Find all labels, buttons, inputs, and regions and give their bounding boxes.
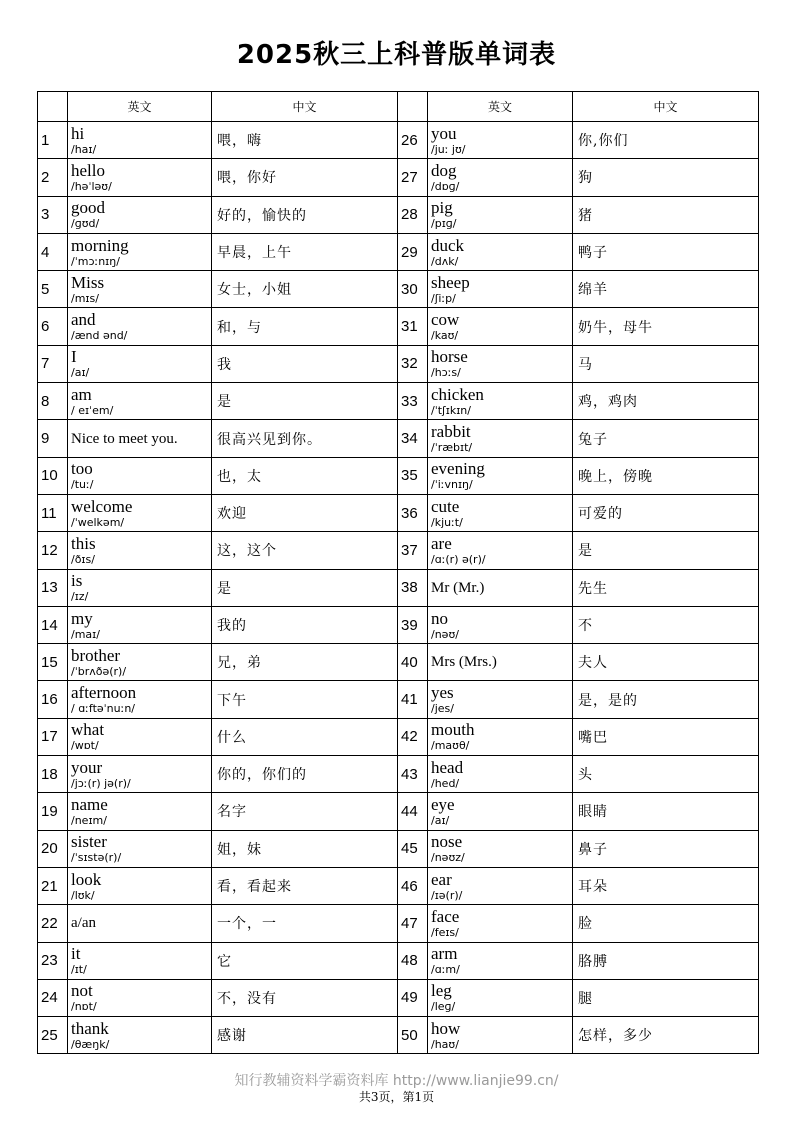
- english-cell: [68, 644, 212, 681]
- chinese-meaning: 看，看起来: [212, 867, 398, 904]
- english-word: rabbit: [431, 422, 471, 442]
- entry-number: 39: [398, 606, 428, 643]
- entry-number: 38: [398, 569, 428, 606]
- chinese-meaning: 女士，小姐: [212, 271, 398, 308]
- entry-number: 6: [38, 308, 68, 345]
- english-cell: [428, 756, 573, 793]
- english-cell: [68, 271, 212, 308]
- table-row: [38, 345, 759, 382]
- english-word: cow: [431, 310, 460, 330]
- entry-number: 11: [38, 494, 68, 531]
- phonetic-transcription: /jɔː(r) jə(r)/: [71, 776, 131, 790]
- english-word: welcome: [71, 496, 133, 516]
- english-cell: [68, 681, 212, 718]
- entry-number: 21: [38, 867, 68, 904]
- english-cell: [428, 383, 573, 420]
- table-row: [38, 569, 759, 606]
- english-cell: [68, 308, 212, 345]
- entry-number: 10: [38, 457, 68, 494]
- english-word: how: [431, 1018, 461, 1038]
- english-cell: [428, 308, 573, 345]
- entry-number: 31: [398, 308, 428, 345]
- phonetic-transcription: / ɑːftəˈnuːn/: [71, 702, 136, 716]
- english-cell: [428, 345, 573, 382]
- chinese-meaning: 这，这个: [212, 532, 398, 569]
- chinese-meaning: 兔子: [573, 420, 759, 457]
- english-cell: [428, 494, 573, 531]
- entry-number: 24: [38, 979, 68, 1016]
- english-cell: [68, 159, 212, 196]
- entry-number: 3: [38, 196, 68, 233]
- english-cell: [68, 569, 212, 606]
- english-word: morning: [71, 235, 129, 255]
- chinese-meaning: 不: [573, 606, 759, 643]
- english-cell: [68, 793, 212, 830]
- english-word: horse: [431, 347, 468, 367]
- table-row: [38, 979, 759, 1016]
- table-row: [38, 1017, 759, 1054]
- english-cell: [68, 345, 212, 382]
- chinese-meaning: 脸: [573, 905, 759, 942]
- chinese-meaning: 嘴巴: [573, 718, 759, 755]
- phonetic-transcription: /ɪt/: [71, 963, 87, 977]
- phonetic-transcription: /leɡ/: [431, 1000, 456, 1014]
- entry-number: 20: [38, 830, 68, 867]
- phonetic-transcription: /ˈsɪstə(r)/: [71, 851, 122, 865]
- phonetic-transcription: /tuː/: [71, 478, 94, 492]
- english-cell: [68, 756, 212, 793]
- chinese-meaning: 先生: [573, 569, 759, 606]
- entry-number: 19: [38, 793, 68, 830]
- phonetic-transcription: /ɑː(r) ə(r)/: [431, 552, 486, 566]
- table-row: [38, 122, 759, 159]
- english-word: too: [71, 459, 93, 479]
- english-word: mouth: [431, 720, 475, 740]
- phonetic-transcription: /ɡʊd/: [71, 217, 100, 231]
- footer-website: 知行教辅资料学霸资料库 http://www.lianjie99.cn/: [234, 1073, 559, 1089]
- chinese-meaning: 耳朵: [573, 867, 759, 904]
- phonetic-transcription: /ˈræbɪt/: [431, 441, 473, 455]
- entry-number: 44: [398, 793, 428, 830]
- english-word: arm: [431, 944, 458, 964]
- english-word: name: [71, 794, 108, 814]
- entry-number: 12: [38, 532, 68, 569]
- chinese-meaning: 一个，一: [212, 905, 398, 942]
- english-word: sheep: [431, 272, 470, 292]
- english-word: look: [71, 869, 102, 889]
- chinese-meaning: 名字: [212, 793, 398, 830]
- chinese-meaning: 下午: [212, 681, 398, 718]
- english-cell: [68, 494, 212, 531]
- english-word: Mr (Mr.): [431, 579, 485, 596]
- entry-number: 16: [38, 681, 68, 718]
- chinese-meaning: 是，是的: [573, 681, 759, 718]
- table-row: [38, 606, 759, 643]
- phonetic-transcription: /mɪs/: [71, 291, 99, 305]
- vocabulary-table: [37, 91, 759, 1054]
- header-chinese: 中文: [573, 92, 759, 122]
- english-cell: [428, 681, 573, 718]
- english-cell: [68, 905, 212, 942]
- chinese-meaning: 夫人: [573, 644, 759, 681]
- english-word: is: [71, 571, 83, 591]
- english-cell: [428, 233, 573, 270]
- english-word: ear: [431, 869, 452, 889]
- english-cell: [428, 196, 573, 233]
- phonetic-transcription: /nəʊz/: [431, 851, 465, 865]
- chinese-meaning: 晚上，傍晚: [573, 457, 759, 494]
- entry-number: 41: [398, 681, 428, 718]
- header-english: 英文: [68, 92, 212, 122]
- header-chinese: 中文: [212, 92, 398, 122]
- chinese-meaning: 不，没有: [212, 979, 398, 1016]
- entry-number: 17: [38, 718, 68, 755]
- table-row: [38, 383, 759, 420]
- table-row: [38, 420, 759, 457]
- chinese-meaning: 我的: [212, 606, 398, 643]
- table-row: [38, 793, 759, 830]
- entry-number: 32: [398, 345, 428, 382]
- chinese-meaning: 很高兴见到你。: [212, 420, 398, 457]
- english-cell: [428, 979, 573, 1016]
- chinese-meaning: 什么: [212, 718, 398, 755]
- english-cell: [68, 233, 212, 270]
- english-cell: [68, 457, 212, 494]
- entry-number: 4: [38, 233, 68, 270]
- phonetic-transcription: /ɑːm/: [431, 963, 460, 977]
- table-row: [38, 233, 759, 270]
- english-cell: [428, 830, 573, 867]
- english-word: not: [71, 981, 93, 1001]
- english-word: dog: [431, 160, 457, 180]
- phonetic-transcription: /aɪ/: [431, 813, 450, 827]
- entry-number: 42: [398, 718, 428, 755]
- english-cell: [68, 942, 212, 979]
- chinese-meaning: 也，太: [212, 457, 398, 494]
- entry-number: 23: [38, 942, 68, 979]
- entry-number: 5: [38, 271, 68, 308]
- table-row: [38, 867, 759, 904]
- header-number: [398, 92, 428, 122]
- table-row: [38, 718, 759, 755]
- english-cell: [68, 420, 212, 457]
- english-cell: [68, 830, 212, 867]
- entry-number: 1: [38, 122, 68, 159]
- english-word: it: [71, 944, 81, 964]
- chinese-meaning: 鸡，鸡肉: [573, 383, 759, 420]
- english-word: no: [431, 608, 448, 628]
- phonetic-transcription: /haʊ/: [431, 1037, 459, 1051]
- english-word: a/an: [71, 915, 96, 932]
- english-cell: [68, 1017, 212, 1054]
- phonetic-transcription: /nɒt/: [71, 1000, 97, 1014]
- chinese-meaning: 我: [212, 345, 398, 382]
- english-word: duck: [431, 235, 465, 255]
- english-cell: [428, 569, 573, 606]
- entry-number: 40: [398, 644, 428, 681]
- english-word: hi: [71, 123, 85, 143]
- english-cell: [428, 457, 573, 494]
- entry-number: 29: [398, 233, 428, 270]
- english-cell: [428, 718, 573, 755]
- entry-number: 36: [398, 494, 428, 531]
- english-cell: [428, 271, 573, 308]
- chinese-meaning: 可爱的: [573, 494, 759, 531]
- entry-number: 33: [398, 383, 428, 420]
- english-word: chicken: [431, 384, 484, 404]
- phonetic-transcription: /jes/: [431, 702, 454, 716]
- table-row: [38, 905, 759, 942]
- chinese-meaning: 它: [212, 942, 398, 979]
- phonetic-transcription: /wɒt/: [71, 739, 99, 753]
- phonetic-transcription: /ˈbrʌðə(r)/: [71, 664, 127, 678]
- english-word: what: [71, 720, 105, 740]
- page-title: 2025秋三上科普版单词表: [236, 40, 557, 70]
- phonetic-transcription: /həˈləʊ/: [71, 179, 112, 193]
- english-cell: [428, 420, 573, 457]
- english-word: pig: [431, 198, 453, 218]
- chinese-meaning: 和，与: [212, 308, 398, 345]
- chinese-meaning: 狗: [573, 159, 759, 196]
- english-word: brother: [71, 645, 121, 665]
- english-word: and: [71, 310, 96, 330]
- phonetic-transcription: /hɔːs/: [431, 366, 461, 380]
- chinese-meaning: 猪: [573, 196, 759, 233]
- entry-number: 22: [38, 905, 68, 942]
- phonetic-transcription: /haɪ/: [71, 142, 97, 156]
- header-number: [38, 92, 68, 122]
- english-cell: [428, 1017, 573, 1054]
- chinese-meaning: 你,你们: [573, 122, 759, 159]
- entry-number: 48: [398, 942, 428, 979]
- phonetic-transcription: /kaʊ/: [431, 329, 459, 343]
- phonetic-transcription: /hed/: [431, 776, 460, 790]
- chinese-meaning: 欢迎: [212, 494, 398, 531]
- english-cell: [428, 867, 573, 904]
- entry-number: 15: [38, 644, 68, 681]
- chinese-meaning: 怎样，多少: [573, 1017, 759, 1054]
- english-word: this: [71, 533, 96, 553]
- chinese-meaning: 感谢: [212, 1017, 398, 1054]
- entry-number: 18: [38, 756, 68, 793]
- phonetic-transcription: /ˈwelkəm/: [71, 515, 125, 529]
- table-row: [38, 196, 759, 233]
- chinese-meaning: 喂，嗨: [212, 122, 398, 159]
- entry-number: 25: [38, 1017, 68, 1054]
- chinese-meaning: 是: [573, 532, 759, 569]
- entry-number: 14: [38, 606, 68, 643]
- entry-number: 43: [398, 756, 428, 793]
- table-row: [38, 159, 759, 196]
- english-word: your: [71, 757, 103, 777]
- table-row: [38, 494, 759, 531]
- phonetic-transcription: /ðɪs/: [71, 552, 95, 566]
- english-cell: [428, 606, 573, 643]
- entry-number: 37: [398, 532, 428, 569]
- english-cell: [68, 383, 212, 420]
- chinese-meaning: 绵羊: [573, 271, 759, 308]
- phonetic-transcription: /ʃiːp/: [431, 291, 456, 305]
- chinese-meaning: 鸭子: [573, 233, 759, 270]
- chinese-meaning: 眼睛: [573, 793, 759, 830]
- chinese-meaning: 胳膊: [573, 942, 759, 979]
- phonetic-transcription: /maʊθ/: [431, 739, 470, 753]
- entry-number: 27: [398, 159, 428, 196]
- phonetic-transcription: /juː jʊ/: [431, 142, 466, 156]
- phonetic-transcription: /ɪə(r)/: [431, 888, 463, 902]
- entry-number: 47: [398, 905, 428, 942]
- entry-number: 8: [38, 383, 68, 420]
- phonetic-transcription: /pɪɡ/: [431, 217, 457, 231]
- table-row: [38, 942, 759, 979]
- english-word: leg: [431, 981, 452, 1001]
- table-header-row: [38, 92, 759, 122]
- phonetic-transcription: /neɪm/: [71, 813, 107, 827]
- table-row: [38, 271, 759, 308]
- vocabulary-body: [38, 122, 759, 1054]
- table-row: [38, 756, 759, 793]
- english-word: my: [71, 608, 93, 628]
- english-cell: [68, 979, 212, 1016]
- phonetic-transcription: /dʌk/: [431, 254, 459, 268]
- entry-number: 46: [398, 867, 428, 904]
- phonetic-transcription: /ɪz/: [71, 590, 89, 604]
- english-word: Nice to meet you.: [71, 430, 178, 447]
- entry-number: 49: [398, 979, 428, 1016]
- english-word: afternoon: [71, 683, 137, 703]
- phonetic-transcription: /ˈmɔːnɪŋ/: [71, 254, 120, 268]
- english-word: face: [431, 906, 460, 926]
- phonetic-transcription: /dɒɡ/: [431, 179, 460, 193]
- chinese-meaning: 腿: [573, 979, 759, 1016]
- entry-number: 28: [398, 196, 428, 233]
- header-english: 英文: [428, 92, 573, 122]
- english-cell: [428, 159, 573, 196]
- chinese-meaning: 兄，弟: [212, 644, 398, 681]
- table-row: [38, 681, 759, 718]
- english-cell: [428, 905, 573, 942]
- entry-number: 2: [38, 159, 68, 196]
- english-word: good: [71, 198, 105, 218]
- table-row: [38, 532, 759, 569]
- english-cell: [68, 532, 212, 569]
- chinese-meaning: 是: [212, 383, 398, 420]
- chinese-meaning: 马: [573, 345, 759, 382]
- chinese-meaning: 好的，愉快的: [212, 196, 398, 233]
- english-cell: [68, 196, 212, 233]
- phonetic-transcription: /aɪ/: [71, 366, 90, 380]
- chinese-meaning: 喂，你好: [212, 159, 398, 196]
- page-number: 共3页，第1页: [358, 1090, 435, 1104]
- table-row: [38, 644, 759, 681]
- chinese-meaning: 奶牛，母牛: [573, 308, 759, 345]
- phonetic-transcription: /ˈiːvnɪŋ/: [431, 478, 473, 492]
- table-row: [38, 830, 759, 867]
- english-cell: [428, 644, 573, 681]
- chinese-meaning: 是: [212, 569, 398, 606]
- phonetic-transcription: /maɪ/: [71, 627, 100, 641]
- english-word: you: [431, 123, 457, 143]
- chinese-meaning: 姐，妹: [212, 830, 398, 867]
- phonetic-transcription: /ˈtʃɪkɪn/: [431, 403, 471, 417]
- english-cell: [428, 793, 573, 830]
- phonetic-transcription: /feɪs/: [431, 925, 459, 939]
- english-word: Mrs (Mrs.): [431, 654, 497, 671]
- english-cell: [428, 942, 573, 979]
- english-word: sister: [71, 832, 107, 852]
- english-word: cute: [431, 496, 460, 516]
- phonetic-transcription: / eɪˈem/: [71, 403, 114, 417]
- phonetic-transcription: /lʊk/: [71, 888, 95, 902]
- entry-number: 34: [398, 420, 428, 457]
- entry-number: 50: [398, 1017, 428, 1054]
- entry-number: 13: [38, 569, 68, 606]
- entry-number: 9: [38, 420, 68, 457]
- english-word: am: [71, 384, 92, 404]
- english-word: evening: [431, 459, 485, 479]
- entry-number: 45: [398, 830, 428, 867]
- english-cell: [68, 606, 212, 643]
- english-word: Miss: [71, 272, 105, 292]
- table-row: [38, 457, 759, 494]
- entry-number: 35: [398, 457, 428, 494]
- english-word: eye: [431, 794, 455, 814]
- phonetic-transcription: /nəʊ/: [431, 627, 459, 641]
- english-word: thank: [71, 1018, 109, 1038]
- table-row: [38, 308, 759, 345]
- english-cell: [68, 718, 212, 755]
- english-word: are: [431, 533, 452, 553]
- english-cell: [68, 867, 212, 904]
- phonetic-transcription: /θæŋk/: [71, 1037, 110, 1051]
- chinese-meaning: 头: [573, 756, 759, 793]
- english-word: head: [431, 757, 464, 777]
- phonetic-transcription: /ænd ənd/: [71, 329, 128, 343]
- english-cell: [428, 122, 573, 159]
- entry-number: 30: [398, 271, 428, 308]
- english-word: nose: [431, 832, 463, 852]
- english-word: yes: [431, 683, 454, 703]
- phonetic-transcription: /kjuːt/: [431, 515, 463, 529]
- chinese-meaning: 鼻子: [573, 830, 759, 867]
- english-cell: [428, 532, 573, 569]
- english-word: hello: [71, 160, 105, 180]
- chinese-meaning: 你的，你们的: [212, 756, 398, 793]
- entry-number: 7: [38, 345, 68, 382]
- english-word: I: [71, 347, 77, 367]
- chinese-meaning: 早晨，上午: [212, 233, 398, 270]
- english-cell: [68, 122, 212, 159]
- entry-number: 26: [398, 122, 428, 159]
